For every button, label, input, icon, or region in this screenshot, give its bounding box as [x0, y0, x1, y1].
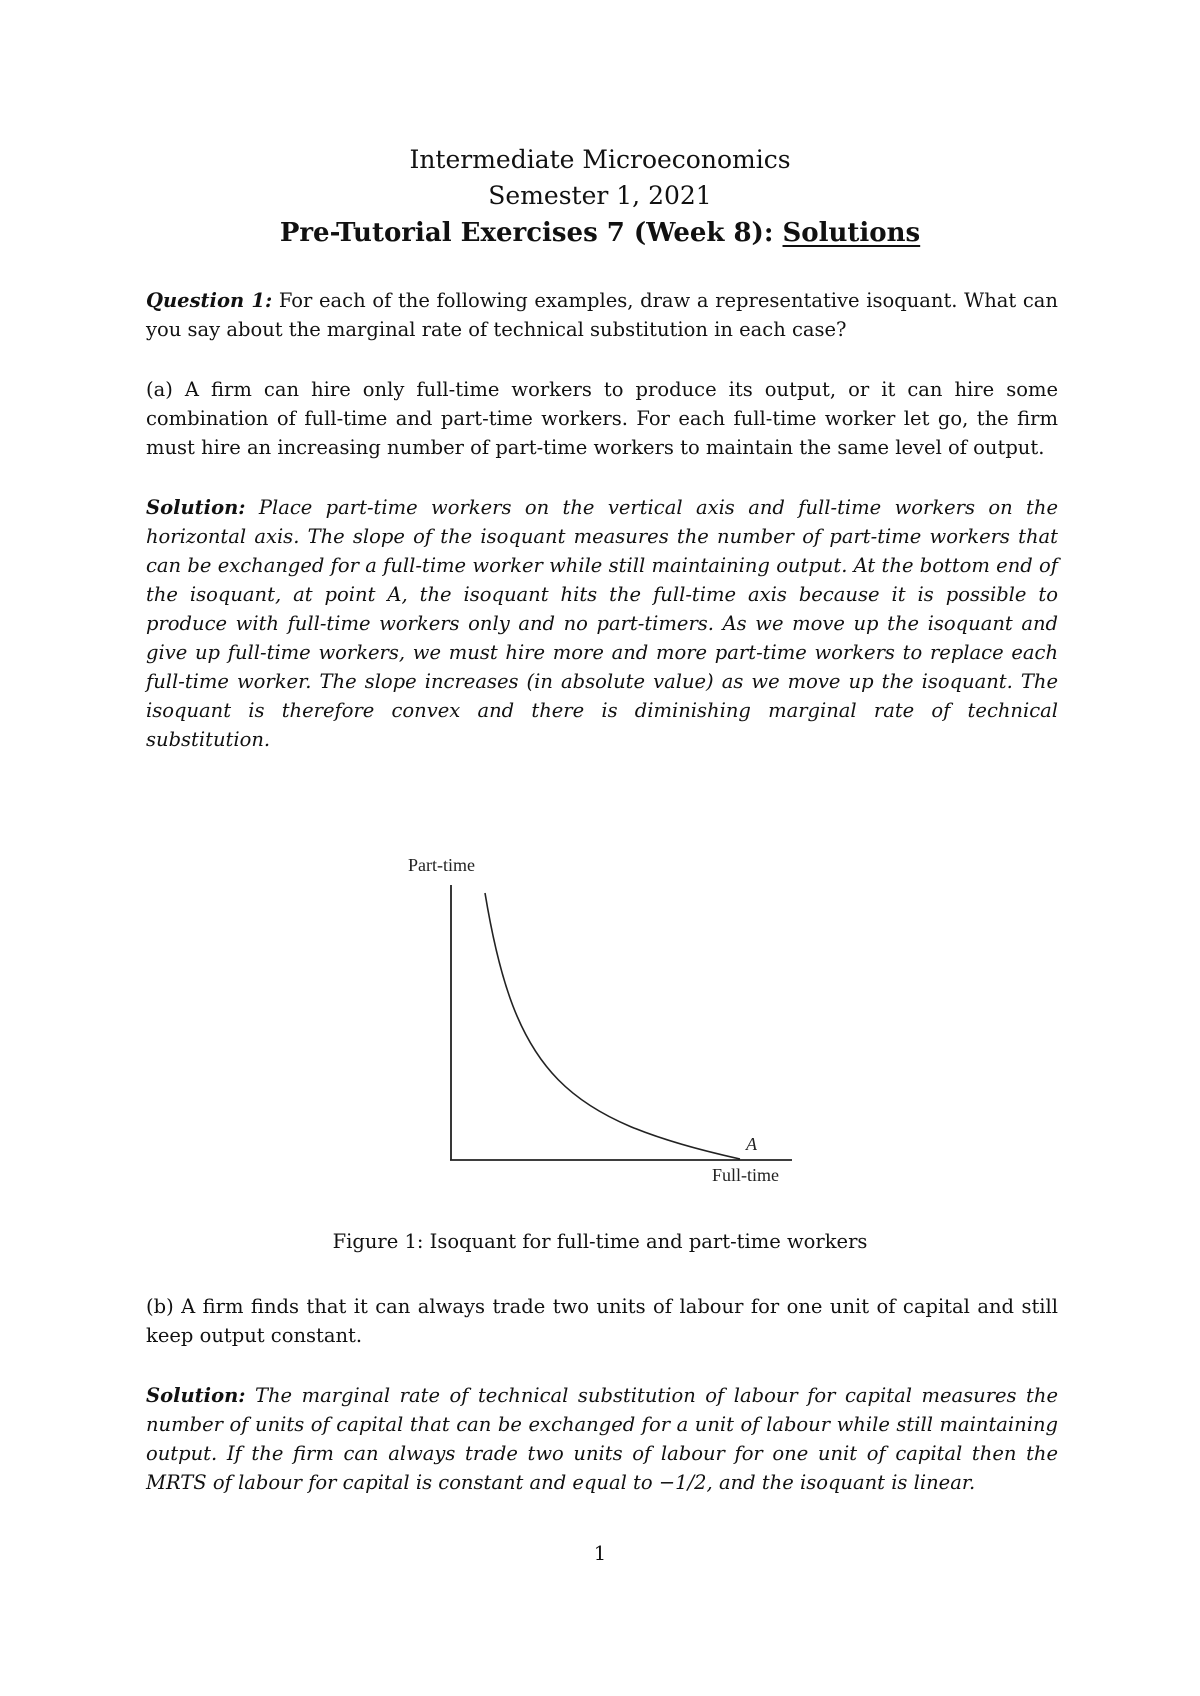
part-b-solution-label: Solution:	[146, 1384, 246, 1407]
course-title: Intermediate Microeconomics	[409, 145, 791, 174]
exercise-title	[0, 214, 1200, 252]
semester-line: Semester 1, 2021	[488, 181, 712, 210]
x-axis-label: Full-time	[712, 1165, 779, 1185]
isoquant-figure	[400, 855, 800, 1195]
part-b-solution-paragraph	[146, 1381, 1058, 1497]
part-b-text: (b) A firm finds that it can always trade two units of labour for one unit of capital and still keep output constant.	[146, 1295, 1058, 1347]
y-axis-label: Part-time	[408, 855, 475, 875]
solutions-heading: Solutions	[782, 218, 921, 248]
isoquant-diagram	[400, 855, 800, 1195]
question-1-label: Question 1:	[146, 289, 273, 312]
point-a-label: A	[746, 1134, 757, 1154]
isoquant-curve	[485, 893, 740, 1159]
question-1-text: For each of the following examples, draw a representative isoquant. What can you say about the marginal rate of technical substitution in each case?	[146, 289, 1058, 341]
part-a-solution-text: Place part-time workers on the vertical axis and full-time workers on the horizontal axis. The slope of the isoquant measures the number of part-time workers that can be exchanged for a full-time worker while still maintaining output. At the bottom end of the isoquant, at point A, the isoquant hits the full-time axis because it is possible to produce with full-time workers only and no part-timers. As we move up the isoquant and give up full-time workers, we must hire more and more part-time workers to replace each full-time worker. The slope increases (in absolute value) as we move up the isoquant. The isoquant is therefore convex and there is diminishing marginal rate of technical substitution.	[146, 496, 1058, 751]
figure-1-caption: Figure 1: Isoquant for full-time and part-time workers	[332, 1230, 868, 1253]
part-b-solution-text: The marginal rate of technical substitution of labour for capital measures the number of units of capital that can be exchanged for a unit of labour while still maintaining output. If the firm can always trade two units of labour for one unit of capital then the MRTS of labour for capital is constant and equal to −1/2, and the isoquant is linear.	[146, 1384, 1058, 1494]
title-block	[0, 142, 1200, 252]
part-b-paragraph	[146, 1292, 1058, 1350]
part-a-text: (a) A firm can hire only full-time workers to produce its output, or it can hire some combination of full-time and part-time workers. For each full-time worker let go, the firm must hire an increasing number of part-time workers to maintain the same level of output.	[146, 378, 1058, 459]
question-1-paragraph	[146, 286, 1058, 344]
part-a-solution-paragraph	[146, 493, 1058, 754]
exercise-title-main: Pre-Tutorial Exercises 7 (Week 8):	[279, 218, 783, 248]
page-number: 1	[593, 1542, 607, 1565]
part-a-solution-label: Solution:	[146, 496, 246, 519]
part-a-paragraph	[146, 375, 1058, 462]
